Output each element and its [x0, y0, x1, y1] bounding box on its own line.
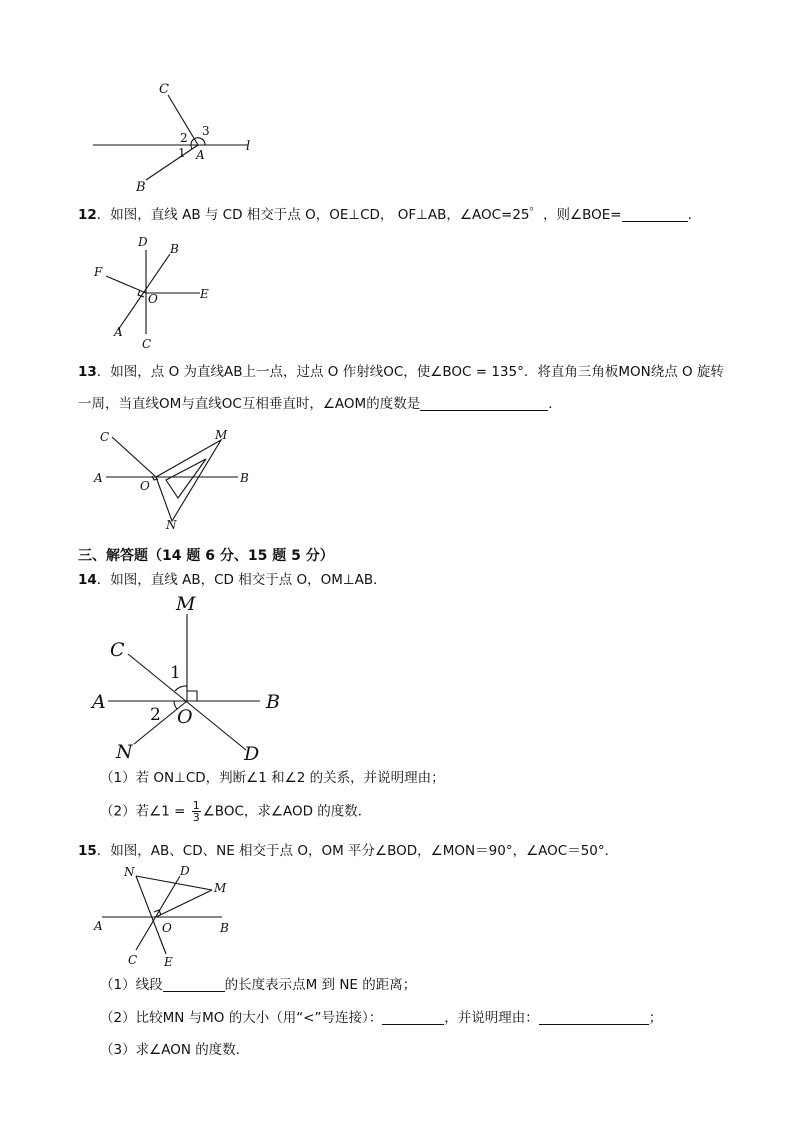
label-n: N — [166, 518, 177, 532]
label-c: C — [110, 639, 125, 661]
label-c: C — [142, 337, 152, 351]
label-1: 1 — [170, 663, 181, 683]
label-b: B — [266, 691, 280, 713]
part-text: ∠BOC，求∠AOD 的度数． — [202, 803, 372, 820]
answer-blank[interactable] — [539, 1009, 649, 1025]
label-m: M — [214, 881, 227, 895]
ray-oc — [112, 437, 156, 477]
question-text: 一周，当直线OM与直线OC互相垂直时，∠AOM的度数是 — [78, 396, 421, 412]
question-15-part3: （3）求∠AON 的度数． — [100, 1042, 250, 1058]
label-f: F — [94, 265, 103, 279]
label-2: 2 — [180, 131, 188, 145]
label-b: B — [240, 471, 249, 485]
label-d: D — [138, 235, 148, 249]
segment-nm — [136, 876, 212, 890]
label-d: D — [180, 864, 190, 878]
label-c: C — [128, 953, 138, 967]
label-o: O — [140, 479, 150, 493]
question-end: . — [687, 207, 692, 223]
question-end: ． — [548, 396, 562, 412]
line-cd — [136, 876, 180, 950]
answer-blank[interactable] — [382, 1009, 444, 1025]
label-b: B — [170, 242, 179, 256]
question-number: 12 — [78, 207, 97, 223]
label-m: M — [215, 428, 228, 442]
part-text: （2）若∠1 = — [100, 803, 190, 820]
label-a: A — [92, 691, 106, 713]
label-a: A — [94, 471, 103, 485]
label-c: C — [100, 430, 110, 444]
question-15 — [78, 840, 618, 862]
part-text: （1）线段 — [100, 977, 163, 993]
ray-ab — [146, 145, 198, 180]
label-1: 1 — [178, 146, 186, 160]
label-a: A — [196, 148, 205, 162]
label-m: M — [176, 593, 196, 615]
question-13-line1 — [78, 361, 724, 383]
label-o: O — [148, 292, 158, 306]
label-b: B — [136, 180, 146, 195]
label-o: O — [162, 921, 172, 935]
figure-q14 — [88, 592, 298, 764]
label-d: D — [244, 743, 260, 765]
answer-blank[interactable] — [622, 206, 688, 222]
label-3: 3 — [202, 124, 210, 138]
figure-q11 — [90, 75, 270, 200]
question-15-part2 — [100, 1007, 662, 1029]
label-b: B — [220, 921, 229, 935]
label-a: A — [94, 919, 103, 933]
label-o: O — [177, 706, 193, 728]
fraction — [192, 800, 201, 823]
question-13-line2 — [78, 393, 562, 415]
part-text: 的长度表示点M 到 NE 的距离； — [224, 977, 417, 993]
question-12 — [78, 204, 692, 226]
label-n: N — [116, 741, 133, 763]
ray-om — [156, 890, 212, 917]
question-14 — [78, 569, 387, 591]
part-text: ； — [648, 1010, 663, 1026]
part-text: （2）比较MN 与MO 的大小（用“<”号连接）： — [100, 1010, 383, 1026]
question-15-part1 — [100, 974, 416, 996]
question-number: 14 — [78, 572, 97, 588]
label-c: C — [159, 82, 169, 97]
angle-arc — [191, 139, 194, 145]
triangle-mon-inner — [166, 459, 206, 498]
question-text: ．如图，点 O 为直线AB上一点，过点 O 作射线OC，使∠BOC = 135°．将直角三角板MON绕点 O 旋转 — [96, 364, 724, 380]
angle-1-arc — [175, 686, 187, 691]
question-text: ．如图，直线 AB，CD 相交于点 O，OM⊥AB． — [96, 572, 387, 588]
question-number: 15 — [78, 843, 97, 859]
fraction-denominator: 3 — [192, 811, 200, 824]
label-n: N — [124, 865, 135, 879]
label-e: E — [164, 955, 173, 969]
label-2: 2 — [150, 705, 161, 725]
section-heading: 三、解答题（14 题 6 分、15 题 5 分） — [78, 548, 334, 564]
answer-blank[interactable] — [163, 976, 225, 992]
question-14-part1: （1）若 ON⊥CD，判断∠1 和∠2 的关系，并说明理由； — [100, 770, 445, 786]
question-number: 13 — [78, 364, 97, 380]
question-text: ．如图，直线 AB 与 CD 相交于点 O，OE⊥CD， OF⊥AB，∠AOC=25゜，则∠BOE= — [96, 207, 622, 223]
question-text: ．如图，AB、CD、NE 相交于点 O，OM 平分∠BOD，∠MON＝90°，∠AOC＝50°． — [96, 843, 619, 859]
label-a: A — [114, 325, 123, 339]
fraction-numerator: 1 — [192, 799, 200, 812]
figure-q13 — [88, 425, 268, 535]
right-angle-mark — [187, 691, 197, 701]
figure-q15 — [88, 862, 248, 972]
figure-q12 — [88, 232, 228, 352]
label-e: E — [200, 287, 209, 301]
label-l: l — [246, 139, 251, 154]
part-text: ，并说明理由： — [444, 1010, 539, 1026]
angle-arc — [191, 145, 192, 149]
answer-blank[interactable] — [420, 395, 548, 411]
question-14-part2 — [100, 800, 371, 823]
